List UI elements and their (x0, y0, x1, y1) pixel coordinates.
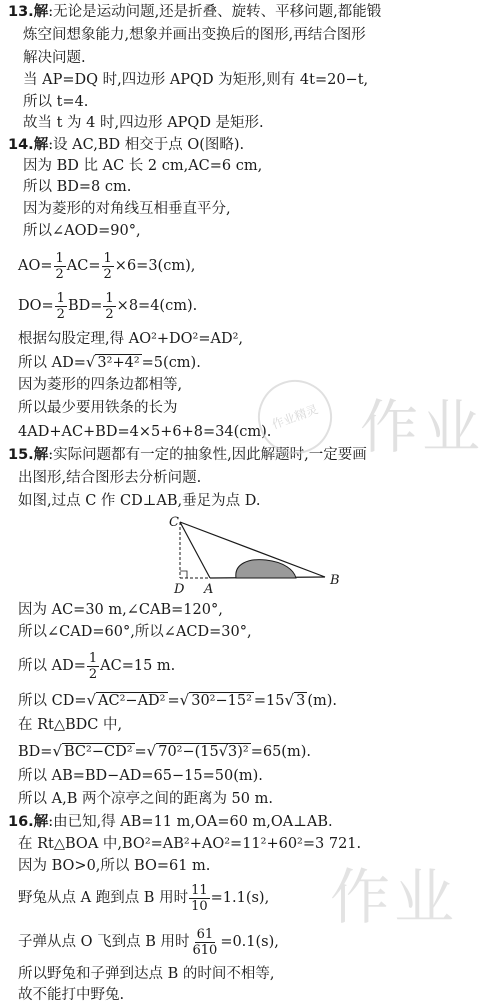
p15-line-9: BD=√ BC²−CD² =√ 70²−(15√3)² =65(m). (18, 742, 311, 760)
p14-do-equation: DO= $\frac{1}{2}$ BD= $\frac{1}{2}$ ×8=4(cm). (18, 290, 198, 322)
p14-line-8: 根据勾股定理,得 AO²+DO²=AD², (18, 331, 244, 347)
p16-line-5: 子弹从点 O 飞到点 B 用时 $\frac{61}{610}$ =0.1(s), (18, 926, 279, 958)
watermark-text: 作业 (330, 863, 458, 933)
p14-line-9: 所以 AD=√ 3²+4² =5(cm). (18, 353, 201, 371)
p13-line-1: 13.解:无论是运动问题,还是折叠、旋转、平移问题,都能锻 (8, 3, 382, 20)
p15-line-2: 出图形,结合图形去分析问题. (18, 470, 202, 486)
p15-line-4: 因为 AC=30 m,∠CAB=120°, (18, 602, 223, 618)
p15-line-5: 所以∠CAD=60°,所以∠ACD=30°, (18, 624, 252, 640)
point-d-label: D (174, 582, 185, 597)
geometry-figure (160, 512, 360, 597)
p15-line-6: 所以 AD= $\frac{1}{2}$ AC=15 m. (18, 650, 176, 682)
p15-line-1: 15.解:实际问题都有一定的抽象性,因此解题时,一定要画 (8, 446, 367, 463)
p16-line-3: 因为 BO>0,所以 BO=61 m. (18, 858, 211, 874)
watermark-text: 作业 (360, 393, 485, 461)
p13-line-5: 所以 t=4. (23, 94, 89, 110)
p13-line-6: 故当 t 为 4 时,四边形 APQD 是矩形. (23, 115, 264, 131)
solution-label: 解 (33, 446, 49, 463)
point-a-label: A (204, 582, 214, 597)
p16-line-7: 故不能打中野兔. (18, 987, 125, 1003)
p14-line-10: 因为菱形的四条边都相等, (18, 377, 183, 393)
p14-line-11: 所以最少要用铁条的长为 (18, 400, 178, 416)
p15-line-7: 所以 CD=√ AC²−AD² =√ 30²−15² =15√ 3 (m). (18, 691, 337, 709)
p15-line-3: 如图,过点 C 作 CD⊥AB,垂足为点 D. (18, 493, 261, 509)
point-c-label: C (169, 515, 179, 530)
watermark-stamp: 作业精灵 (248, 370, 343, 465)
p13-line-3: 解决问题. (23, 50, 86, 66)
p14-ao-equation: AO= $\frac{1}{2}$ AC= $\frac{1}{2}$ ×6=3(cm), (18, 250, 196, 282)
problem-number: 16. (8, 814, 34, 830)
p16-line-2: 在 Rt△BOA 中,BO²=AB²+AO²=11²+60²=3 721. (18, 836, 362, 852)
p14-line-12: 4AD+AC+BD=4×5+6+8=34(cm). (18, 424, 272, 440)
right-angle-mark (180, 571, 187, 578)
p14-line-2: 因为 BD 比 AC 长 2 cm,AC=6 cm, (23, 158, 263, 174)
p15-line-8: 在 Rt△BDC 中, (18, 717, 123, 733)
p14-line-1: 14.解:设 AC,BD 相交于点 O(图略). (8, 136, 245, 153)
problem-number: 15. (8, 447, 34, 463)
problem-number: 14. (8, 137, 34, 153)
p13-line-4: 当 AP=DQ 时,四边形 APQD 为矩形,则有 4t=20−t, (23, 72, 369, 88)
p15-line-10: 所以 AB=BD−AD=65−15=50(m). (18, 768, 263, 784)
p14-line-5: 所以∠AOD=90°, (23, 223, 141, 239)
p14-line-3: 所以 BD=8 cm. (23, 179, 132, 195)
p15-line-11: 所以 A,B 两个凉亭之间的距离为 50 m. (18, 791, 273, 807)
solution-label: 解 (33, 136, 49, 153)
p13-line-2: 炼空间想象能力,想象并画出变换后的图形,再结合图形 (23, 27, 366, 43)
p16-line-4: 野兔从点 A 跑到点 B 用时 $\frac{11}{10}$ =1.1(s), (18, 882, 270, 914)
p16-line-6: 所以野兔和子弹到达点 B 的时间不相等, (18, 966, 275, 982)
p16-line-1: 16.解:由已知,得 AB=11 m,OA=60 m,OA⊥AB. (8, 813, 333, 830)
point-b-label: B (330, 573, 340, 588)
problem-number: 13. (8, 4, 34, 20)
segment-ca (180, 522, 210, 578)
solution-label: 解 (33, 813, 49, 830)
solution-label: 解 (33, 3, 49, 20)
p14-line-4: 因为菱形的对角线互相垂直平分, (23, 201, 231, 217)
